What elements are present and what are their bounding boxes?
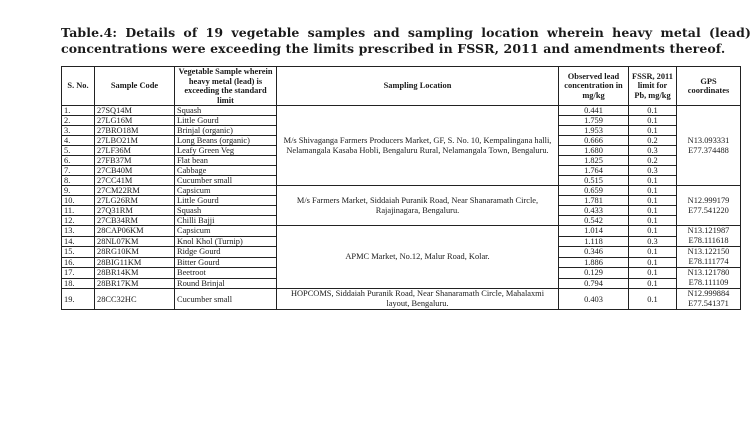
- cell-sample-code: 28BR14KM: [95, 268, 175, 279]
- cell-fssr-limit: 0.3: [629, 146, 677, 156]
- cell-sno: 12.: [62, 216, 95, 226]
- cell-fssr-limit: 0.1: [629, 186, 677, 196]
- cell-sample-code: 28RG10KM: [95, 247, 175, 258]
- header-sno: S. No.: [62, 67, 95, 106]
- cell-fssr-limit: 0.1: [629, 216, 677, 226]
- cell-sno: 17.: [62, 268, 95, 279]
- cell-sample-code: 27CM22RM: [95, 186, 175, 196]
- header-location: Sampling Location: [277, 67, 559, 106]
- cell-fssr-limit: 0.1: [629, 226, 677, 237]
- header-observed-lead: Observed lead concentration in mg/kg: [559, 67, 629, 106]
- cell-sample-code: 27CB40M: [95, 166, 175, 176]
- cell-sample-code: 27SQ14M: [95, 106, 175, 116]
- cell-fssr-limit: 0.2: [629, 156, 677, 166]
- cell-sno: 1.: [62, 106, 95, 116]
- cell-sample-code: 28CAP06KM: [95, 226, 175, 237]
- cell-sno: 19.: [62, 289, 95, 310]
- cell-vegetable: Beetroot: [175, 268, 277, 279]
- cell-sno: 6.: [62, 156, 95, 166]
- cell-vegetable: Squash: [175, 106, 277, 116]
- cell-vegetable: Flat bean: [175, 156, 277, 166]
- cell-location: M/s Farmers Market, Siddaiah Puranik Road, Near Shanaramath Circle, Rajajinagara, Bengaluru.: [277, 186, 559, 226]
- cell-fssr-limit: 0.1: [629, 257, 677, 268]
- cell-sno: 4.: [62, 136, 95, 146]
- cell-vegetable: Little Gourd: [175, 196, 277, 206]
- cell-vegetable: Cabbage: [175, 166, 277, 176]
- cell-vegetable: Cucumber small: [175, 289, 277, 310]
- cell-observed-lead: 1.825: [559, 156, 629, 166]
- cell-fssr-limit: 0.1: [629, 106, 677, 116]
- cell-vegetable: Brinjal (organic): [175, 126, 277, 136]
- cell-fssr-limit: 0.1: [629, 247, 677, 258]
- cell-sno: 18.: [62, 278, 95, 289]
- cell-sno: 13.: [62, 226, 95, 237]
- cell-fssr-limit: 0.2: [629, 136, 677, 146]
- cell-vegetable: Capsicum: [175, 186, 277, 196]
- cell-sample-code: 27LG26RM: [95, 196, 175, 206]
- cell-observed-lead: 1.118: [559, 236, 629, 247]
- table-row: [62, 226, 741, 237]
- header-sample-code: Sample Code: [95, 67, 175, 106]
- cell-observed-lead: 1.781: [559, 196, 629, 206]
- cell-vegetable: Capsicum: [175, 226, 277, 237]
- cell-vegetable: Leafy Green Veg: [175, 146, 277, 156]
- cell-vegetable: Cucumber small: [175, 176, 277, 186]
- cell-observed-lead: 1.953: [559, 126, 629, 136]
- cell-fssr-limit: 0.1: [629, 278, 677, 289]
- cell-sno: 10.: [62, 196, 95, 206]
- cell-fssr-limit: 0.1: [629, 176, 677, 186]
- cell-gps: N12.999884 E77.541371: [677, 289, 741, 310]
- cell-vegetable: Knol Khol (Turnip): [175, 236, 277, 247]
- table-body: [62, 106, 741, 310]
- cell-vegetable: Bitter Gourd: [175, 257, 277, 268]
- table-row: [62, 289, 741, 310]
- cell-sample-code: 27Q31RM: [95, 206, 175, 216]
- cell-observed-lead: 0.659: [559, 186, 629, 196]
- table-caption: Table.4: Details of 19 vegetable samples and sampling location wherein heavy metal (lead) concentrations were exceeding the limits prescribed in FSSR, 2011 and amendments thereof.: [61, 25, 751, 56]
- cell-fssr-limit: 0.1: [629, 268, 677, 279]
- cell-vegetable: Squash: [175, 206, 277, 216]
- cell-observed-lead: 1.014: [559, 226, 629, 237]
- cell-sno: 7.: [62, 166, 95, 176]
- cell-observed-lead: 0.542: [559, 216, 629, 226]
- cell-location: APMC Market, No.12, Malur Road, Kolar.: [277, 226, 559, 289]
- cell-gps: N13.121987 E78.111618: [677, 226, 741, 247]
- table-row: [62, 106, 741, 116]
- cell-sno: 2.: [62, 116, 95, 126]
- cell-observed-lead: 0.666: [559, 136, 629, 146]
- cell-gps: N13.093331 E77.374488: [677, 106, 741, 186]
- cell-sample-code: 27BRO18M: [95, 126, 175, 136]
- cell-observed-lead: 0.515: [559, 176, 629, 186]
- cell-vegetable: Little Gourd: [175, 116, 277, 126]
- header-fssr-limit: FSSR, 2011 limit for Pb, mg/kg: [629, 67, 677, 106]
- cell-gps: N12.999179 E77.541220: [677, 186, 741, 226]
- header-row: [62, 67, 741, 106]
- cell-sno: 8.: [62, 176, 95, 186]
- cell-observed-lead: 0.403: [559, 289, 629, 310]
- cell-sample-code: 27LF36M: [95, 146, 175, 156]
- cell-sno: 14.: [62, 236, 95, 247]
- header-vegetable: Vegetable Sample wherein heavy metal (lead) is exceeding the standard limit: [175, 67, 277, 106]
- cell-observed-lead: 0.346: [559, 247, 629, 258]
- cell-vegetable: Chilli Bajji: [175, 216, 277, 226]
- cell-sample-code: 28BR17KM: [95, 278, 175, 289]
- cell-location: HOPCOMS, Siddaiah Puranik Road, Near Shanaramath Circle, Mahalaxmi layout, Bengaluru.: [277, 289, 559, 310]
- cell-vegetable: Ridge Gourd: [175, 247, 277, 258]
- cell-sample-code: 27LG16M: [95, 116, 175, 126]
- cell-sno: 15.: [62, 247, 95, 258]
- cell-sno: 9.: [62, 186, 95, 196]
- cell-observed-lead: 0.433: [559, 206, 629, 216]
- cell-sample-code: 27LBO21M: [95, 136, 175, 146]
- cell-observed-lead: 0.441: [559, 106, 629, 116]
- cell-gps: N13.122150 E78.111774: [677, 247, 741, 268]
- cell-observed-lead: 1.764: [559, 166, 629, 176]
- cell-gps: N13.121780 E78.111109: [677, 268, 741, 289]
- table-row: [62, 186, 741, 196]
- cell-sample-code: 27CC41M: [95, 176, 175, 186]
- cell-fssr-limit: 0.3: [629, 236, 677, 247]
- cell-fssr-limit: 0.1: [629, 196, 677, 206]
- cell-fssr-limit: 0.1: [629, 289, 677, 310]
- cell-sample-code: 28CC32HC: [95, 289, 175, 310]
- cell-sample-code: 28BIG11KM: [95, 257, 175, 268]
- cell-observed-lead: 0.794: [559, 278, 629, 289]
- cell-vegetable: Round Brinjal: [175, 278, 277, 289]
- cell-location: M/s Shivaganga Farmers Producers Market, GF, S. No. 10, Kempalingana halli, Nelamangala Kasaba Hobli, Bengaluru Rural, Nelamangala Town, Bengaluru.: [277, 106, 559, 186]
- cell-observed-lead: 1.886: [559, 257, 629, 268]
- cell-sno: 3.: [62, 126, 95, 136]
- cell-observed-lead: 1.759: [559, 116, 629, 126]
- cell-sno: 5.: [62, 146, 95, 156]
- header-gps: GPS coordinates: [677, 67, 741, 106]
- cell-fssr-limit: 0.1: [629, 116, 677, 126]
- cell-fssr-limit: 0.1: [629, 126, 677, 136]
- cell-sample-code: 28NL07KM: [95, 236, 175, 247]
- cell-fssr-limit: 0.3: [629, 166, 677, 176]
- cell-sno: 16.: [62, 257, 95, 268]
- cell-observed-lead: 1.680: [559, 146, 629, 156]
- cell-sno: 11.: [62, 206, 95, 216]
- lead-samples-table: [61, 66, 741, 310]
- cell-observed-lead: 0.129: [559, 268, 629, 279]
- cell-sample-code: 27FB37M: [95, 156, 175, 166]
- cell-fssr-limit: 0.1: [629, 206, 677, 216]
- cell-sample-code: 27CB34RM: [95, 216, 175, 226]
- cell-vegetable: Long Beans (organic): [175, 136, 277, 146]
